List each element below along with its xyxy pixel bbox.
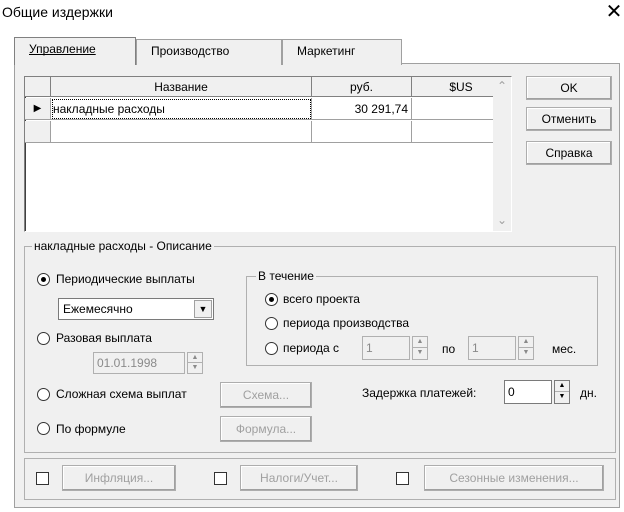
period-from-radio[interactable] (265, 342, 278, 355)
tab-label: Управление (29, 42, 96, 56)
one-time-date-input[interactable]: 01.01.1998 (93, 352, 185, 374)
tab-upravlenie[interactable] (14, 37, 136, 65)
help-button[interactable]: Справка (526, 141, 612, 165)
payment-delay-spinner[interactable] (554, 380, 570, 404)
spin-down-icon[interactable]: ▼ (191, 364, 199, 371)
tab-label: Производство (151, 44, 230, 58)
tab-marketing[interactable] (282, 39, 402, 65)
table-cell-name[interactable] (51, 121, 312, 143)
spin-down-icon[interactable]: ▼ (416, 349, 424, 356)
spin-up-icon[interactable]: ▲ (519, 337, 533, 348)
periodic-label: Периодические выплаты (56, 272, 195, 286)
formula-radio[interactable] (37, 422, 50, 435)
inflation-button[interactable]: Инфляция... (62, 465, 176, 491)
period-from-spinner[interactable] (412, 336, 428, 360)
description-group-title: накладные расходы - Описание (34, 239, 212, 253)
whole-project-label: всего проекта (283, 292, 360, 306)
table-cell-rub[interactable] (312, 121, 412, 143)
days-unit-label: дн. (580, 386, 597, 400)
formula-button[interactable]: Формула... (220, 416, 312, 442)
inflation-checkbox[interactable] (36, 472, 49, 485)
window-title: Общие издержки (2, 4, 113, 20)
payment-delay-label: Задержка платежей: (362, 386, 477, 400)
spin-up-icon[interactable]: ▲ (188, 353, 202, 363)
during-group-title: В течение (258, 269, 314, 283)
frequency-select[interactable] (58, 298, 214, 320)
period-from-label: периода с (283, 341, 339, 355)
formula-label: По формуле (56, 422, 126, 436)
spin-down-icon[interactable]: ▼ (558, 393, 566, 400)
production-period-radio[interactable] (265, 317, 278, 330)
period-from-input[interactable]: 1 (362, 336, 410, 360)
seasonal-checkbox[interactable] (396, 472, 409, 485)
cancel-button[interactable]: Отменить (526, 107, 612, 131)
column-header-name[interactable]: Название (51, 77, 312, 97)
tab-label: Маркетинг (297, 44, 356, 58)
period-to-input[interactable]: 1 (468, 336, 516, 360)
payment-delay-input[interactable]: 0 (504, 380, 552, 404)
table-cell-rub[interactable]: 30 291,74 (312, 98, 412, 120)
one-time-label: Разовая выплата (56, 331, 152, 345)
chevron-down-icon[interactable]: ▼ (194, 300, 212, 318)
scroll-up-icon[interactable]: ⌃ (496, 79, 508, 93)
close-icon[interactable]: ✕ (605, 1, 623, 23)
production-period-label: периода производства (283, 316, 410, 330)
grid-scrollbar[interactable] (493, 77, 511, 231)
costs-grid[interactable] (24, 76, 512, 232)
complex-scheme-radio[interactable] (37, 388, 50, 401)
scheme-button[interactable]: Схема... (220, 382, 312, 408)
period-to-spinner[interactable] (518, 336, 534, 360)
one-time-radio[interactable] (37, 332, 50, 345)
scroll-down-icon[interactable]: ⌄ (496, 213, 508, 227)
ok-button[interactable]: OK (526, 76, 612, 100)
date-spinner[interactable] (187, 352, 203, 374)
column-header-rub[interactable]: руб. (312, 77, 412, 97)
whole-project-radio[interactable] (265, 293, 278, 306)
spin-up-icon[interactable]: ▲ (413, 337, 427, 348)
row-header (25, 121, 51, 143)
tab-proizvodstvo[interactable] (136, 39, 282, 65)
months-unit-label: мес. (552, 342, 577, 356)
row-pointer-icon: ▶ (25, 98, 51, 120)
periodic-radio[interactable] (37, 273, 50, 286)
frequency-value: Ежемесячно (63, 302, 133, 316)
spin-up-icon[interactable]: ▲ (555, 381, 569, 392)
taxes-button[interactable]: Налоги/Учет... (240, 465, 358, 491)
period-to-label: по (442, 342, 456, 356)
table-cell-name[interactable]: накладные расходы (51, 98, 312, 120)
seasonal-button[interactable]: Сезонные изменения... (424, 465, 604, 491)
spin-down-icon[interactable]: ▼ (522, 349, 530, 356)
complex-scheme-label: Сложная схема выплат (56, 387, 187, 401)
taxes-checkbox[interactable] (214, 472, 227, 485)
column-header-usd[interactable]: $US (412, 77, 511, 97)
grid-corner-header (25, 77, 51, 97)
